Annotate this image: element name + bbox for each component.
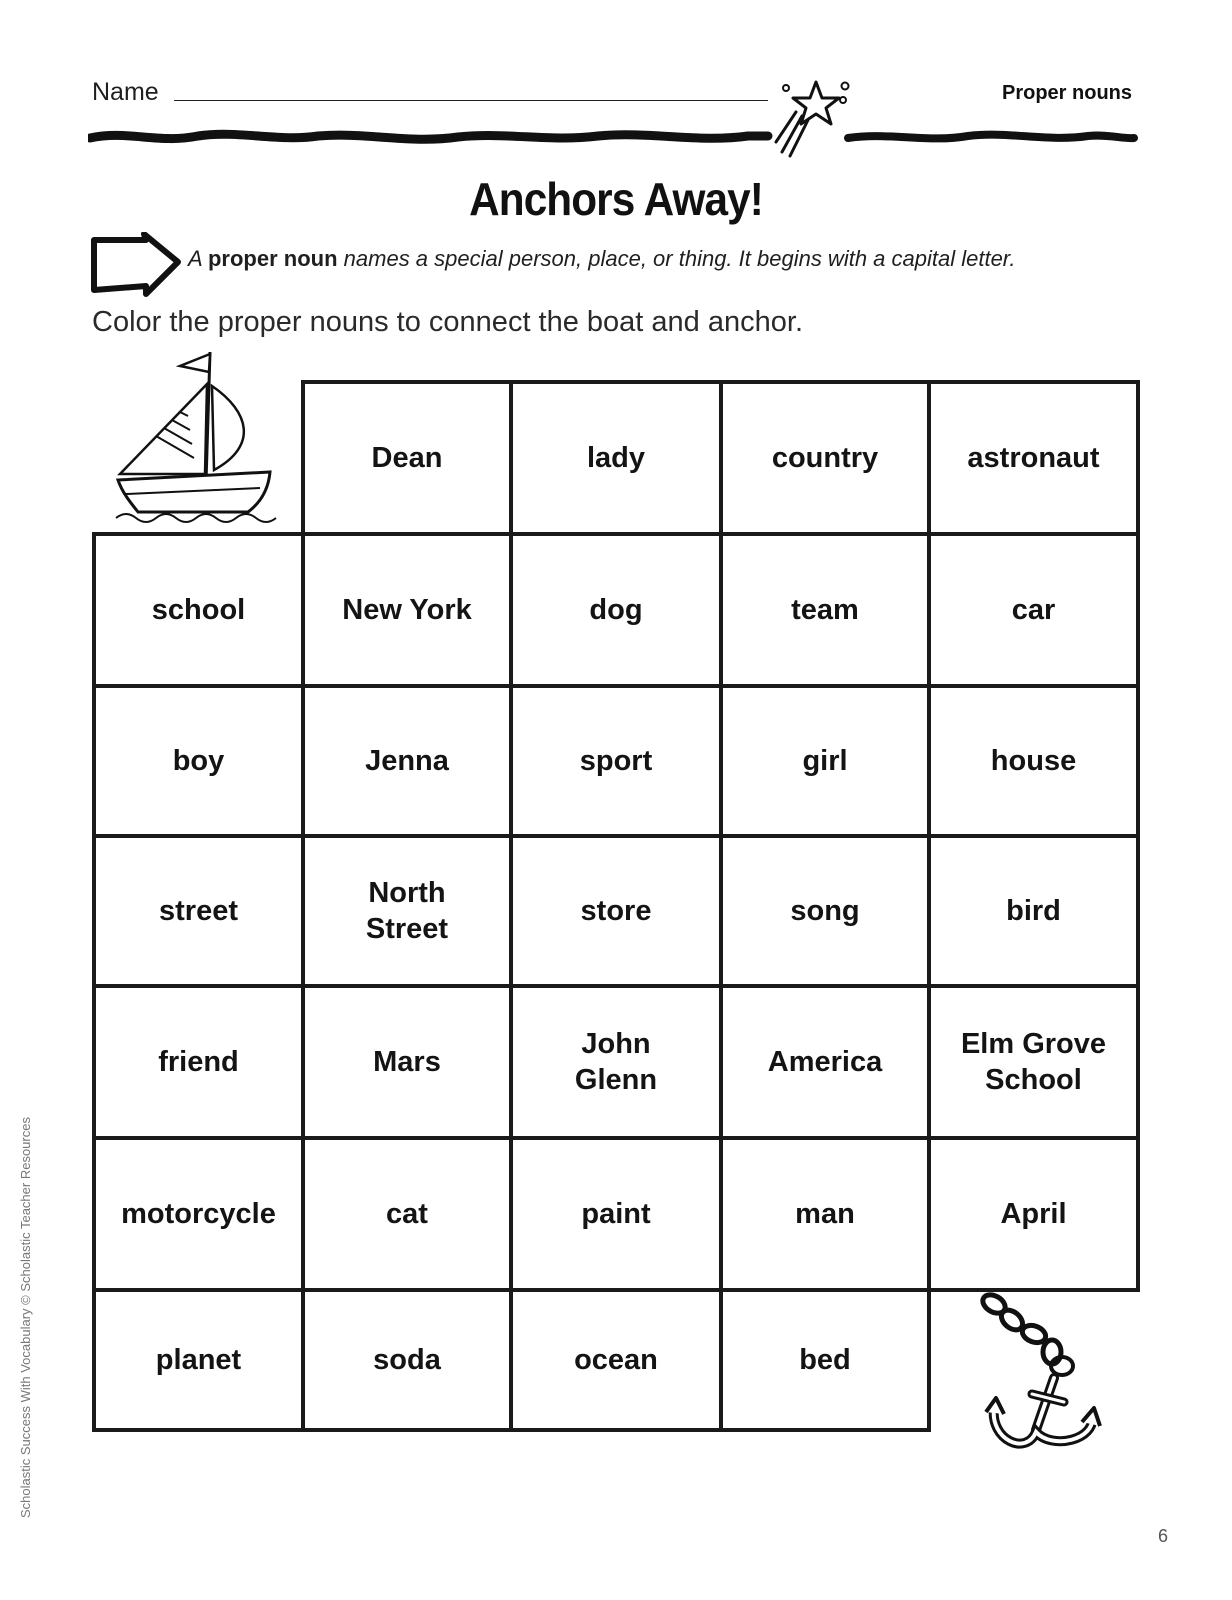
arrow-icon xyxy=(88,232,184,300)
grid-cell[interactable]: country xyxy=(719,380,931,536)
sailboat-icon xyxy=(110,346,300,530)
grid-cell[interactable]: soda xyxy=(301,1288,513,1432)
grid-cell[interactable]: friend xyxy=(92,984,305,1140)
grid-cell[interactable]: April xyxy=(927,1136,1140,1292)
grid-cell[interactable]: lady xyxy=(509,380,723,536)
grid-cell[interactable]: dog xyxy=(509,532,723,688)
grid-cell[interactable]: America xyxy=(719,984,931,1140)
page-title: Anchors Away! xyxy=(469,173,763,225)
topic-label: Proper nouns xyxy=(1001,82,1132,104)
grid-cell[interactable]: Dean xyxy=(301,380,513,536)
grid-cell[interactable]: song xyxy=(719,834,931,988)
grid-cell[interactable]: sport xyxy=(509,684,723,838)
header-rough-rule xyxy=(88,124,1138,152)
grid-cell[interactable]: paint xyxy=(509,1136,723,1292)
grid-cell[interactable]: Mars xyxy=(301,984,513,1140)
grid-cell[interactable]: John Glenn xyxy=(509,984,723,1140)
grid-cell[interactable]: bed xyxy=(719,1288,931,1432)
grid-cell[interactable]: bird xyxy=(927,834,1140,988)
grid-cell[interactable]: motorcycle xyxy=(92,1136,305,1292)
grid-cell[interactable]: cat xyxy=(301,1136,513,1292)
grid-cell[interactable]: school xyxy=(92,532,305,688)
grid-cell[interactable]: man xyxy=(719,1136,931,1292)
grid-cell[interactable]: street xyxy=(92,834,305,988)
grid-cell[interactable]: house xyxy=(927,684,1140,838)
grid-cell[interactable]: car xyxy=(927,532,1140,688)
proper-noun-definition: A proper noun names a special person, place, or thing. It begins with a capital letter. xyxy=(188,246,1016,271)
grid-cell[interactable]: planet xyxy=(92,1288,305,1432)
grid-cell[interactable]: astronaut xyxy=(927,380,1140,536)
grid-cell[interactable]: boy xyxy=(92,684,305,838)
name-line[interactable] xyxy=(174,100,768,101)
grid-cell[interactable]: store xyxy=(509,834,723,988)
instructions: Color the proper nouns to connect the boat and anchor. xyxy=(92,306,803,338)
page-number: 6 xyxy=(1158,1526,1169,1546)
grid-cell[interactable]: ocean xyxy=(509,1288,723,1432)
grid-cell[interactable]: Jenna xyxy=(301,684,513,838)
anchor-icon xyxy=(976,1290,1106,1458)
grid-cell[interactable]: North Street xyxy=(301,834,513,988)
name-label: Name xyxy=(92,78,159,106)
grid-cell[interactable]: team xyxy=(719,532,931,688)
grid-cell[interactable]: Elm Grove School xyxy=(927,984,1140,1140)
copyright-credit: Scholastic Success With Vocabulary © Scholastic Teacher Resources xyxy=(18,1117,33,1518)
grid-cell[interactable]: New York xyxy=(301,532,513,688)
grid-cell[interactable]: girl xyxy=(719,684,931,838)
